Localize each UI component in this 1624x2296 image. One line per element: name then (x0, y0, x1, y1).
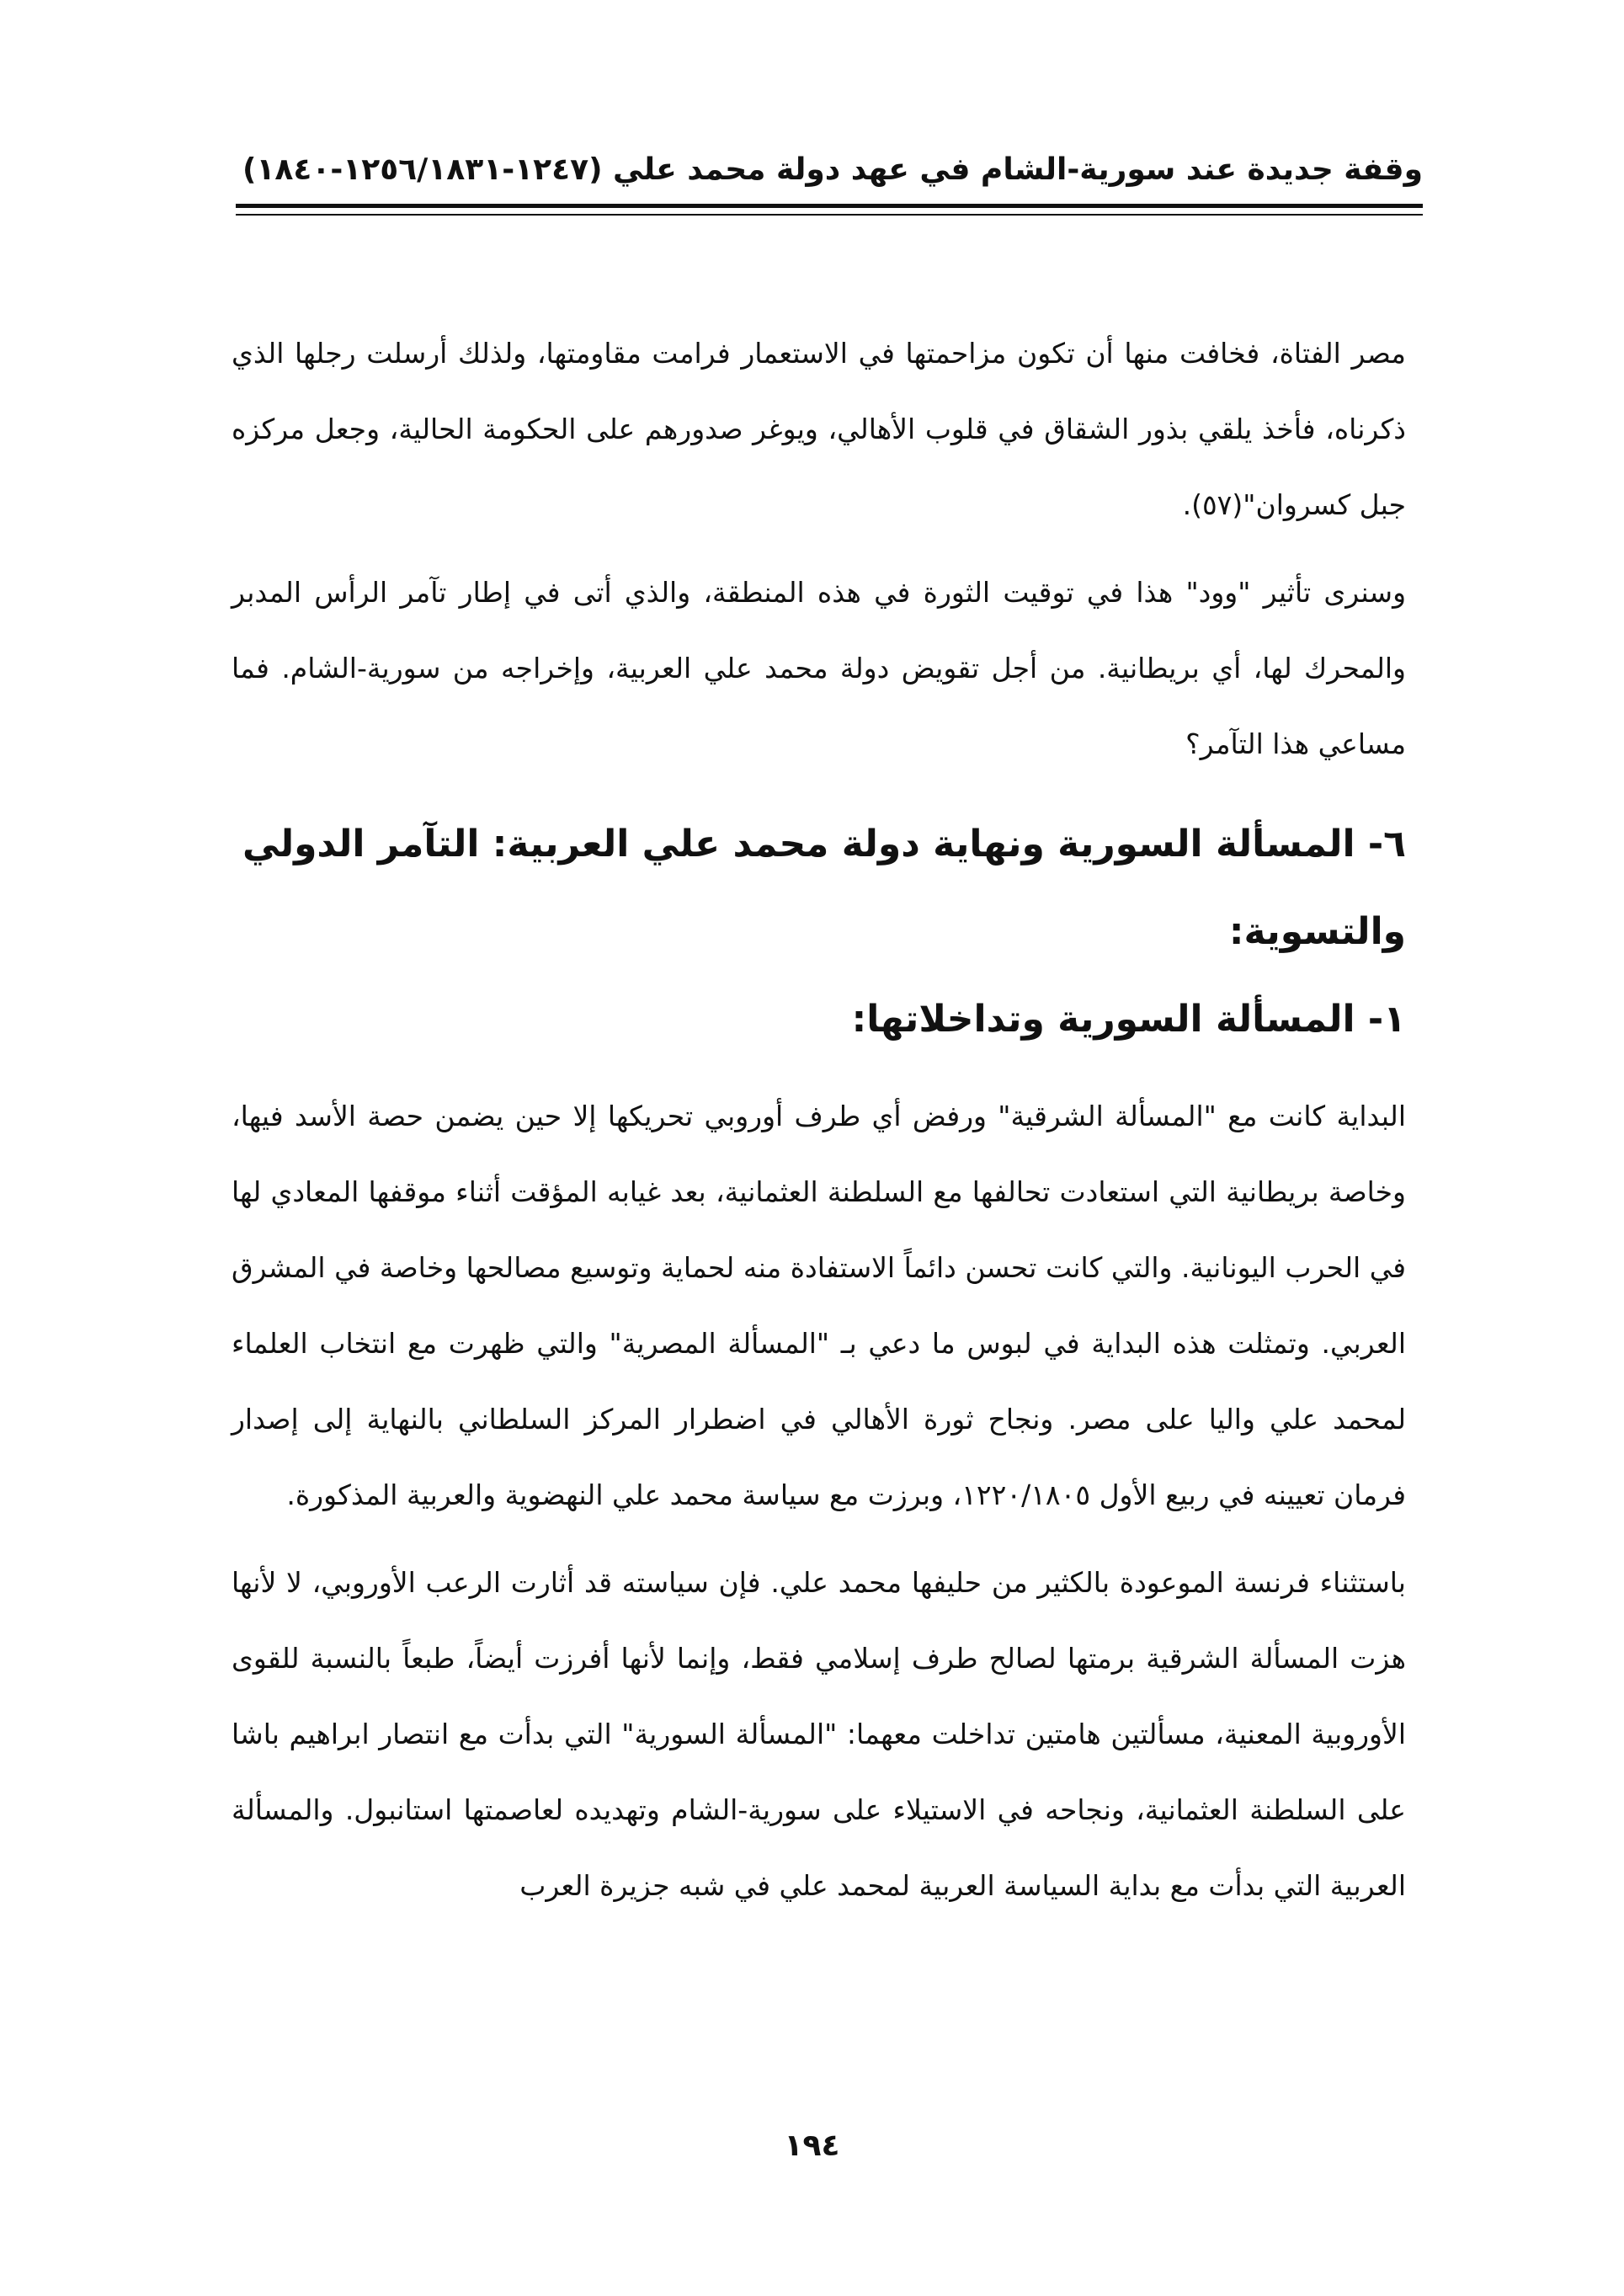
paragraph-european-fear: باستثناء فرنسة الموعودة بالكثير من حليفها محمد علي. فإن سياسته قد أثارت الرعب الأوروبي، لا لأنها هزت المسألة الشرقية برمتها لصالح طرف إسلامي فقط، وإنما لأنها أفرزت أيضاً، طبعاً بالنسبة للقوى الأوروبية المعنية، مسألتين هامتين تداخلت معهما: "المسألة السورية" التي بدأت مع انتصار ابراهيم باشا على السلطنة العثمانية، ونجاحه في الاستيلاء على سورية-الشام وتهديده لعاصمتها استانبول. والمسألة العربية التي بدأت مع بداية السياسة العربية لمحمد علي في شبه جزيرة العرب (232, 1566, 1406, 1902)
subsection-heading: ١- المسألة السورية وتداخلاتها: (851, 998, 1406, 1041)
paragraph-eastern-question: البداية كانت مع "المسألة الشرقية" ورفض أي طرف أوروبي تحريكها إلا حين يضمن حصة الأسد فيها، وخاصة بريطانية التي استعادت تحالفها مع السلطنة العثمانية، بعد غيابه المؤقت أثناء موقفها المعادي لها في الحرب اليونانية. والتي كانت تحسن دائماً الاستفادة منه لحماية وتوسيع مصالحها وخاصة في المشرق العربي. وتمثلت هذه البداية في لبوس ما دعي بـ "المسألة المصرية" والتي ظهرت مع انتخاب العلماء لمحمد علي واليا على مصر. ونجاح ثورة الأهالي في اضطرار المركز السلطاني بالنهاية إلى إصدار فرمان تعيينه في ربيع الأول ١٢٢٠/١٨٠٥، وبرزت مع سياسة محمد علي النهضوية والعربية المذكورة. (232, 1100, 1406, 1511)
page-number: ١٩٤ (784, 2128, 840, 2163)
header-rule-thin (236, 214, 1423, 216)
section-heading: ٦- المسألة السورية ونهاية دولة محمد علي العربية: التآمر الدولي والتسوية: (242, 823, 1406, 953)
paragraph-wood-influence: وسنرى تأثير "وود" هذا في توقيت الثورة في هذه المنطقة، والذي أتى في إطار تآمر الرأس المدبر والمحرك لها، أي بريطانية. من أجل تقويض دولة محمد علي العربية، وإخراجه من سورية-الشام. فما مساعي هذا التآمر؟ (232, 576, 1406, 760)
body-text (232, 316, 1406, 1936)
paragraph-continuation: مصر الفتاة، فخافت منها أن تكون مزاحمتها في الاستعمار فرامت مقاومتها، ولذلك أرسلت رجلها الذي ذكرناه، فأخذ يلقي بذور الشقاق في قلوب الأهالي، ويوغر صدورهم على الحكومة الحالية، وجعل مركزه جبل كسروان"(٥٧). (232, 337, 1406, 521)
running-header: وقفة جديدة عند سورية-الشام في عهد دولة محمد علي (١٢٤٧-١٢٥٦/١٨٣١-١٨٤٠) (242, 152, 1423, 187)
header-rule-thick (236, 204, 1423, 208)
